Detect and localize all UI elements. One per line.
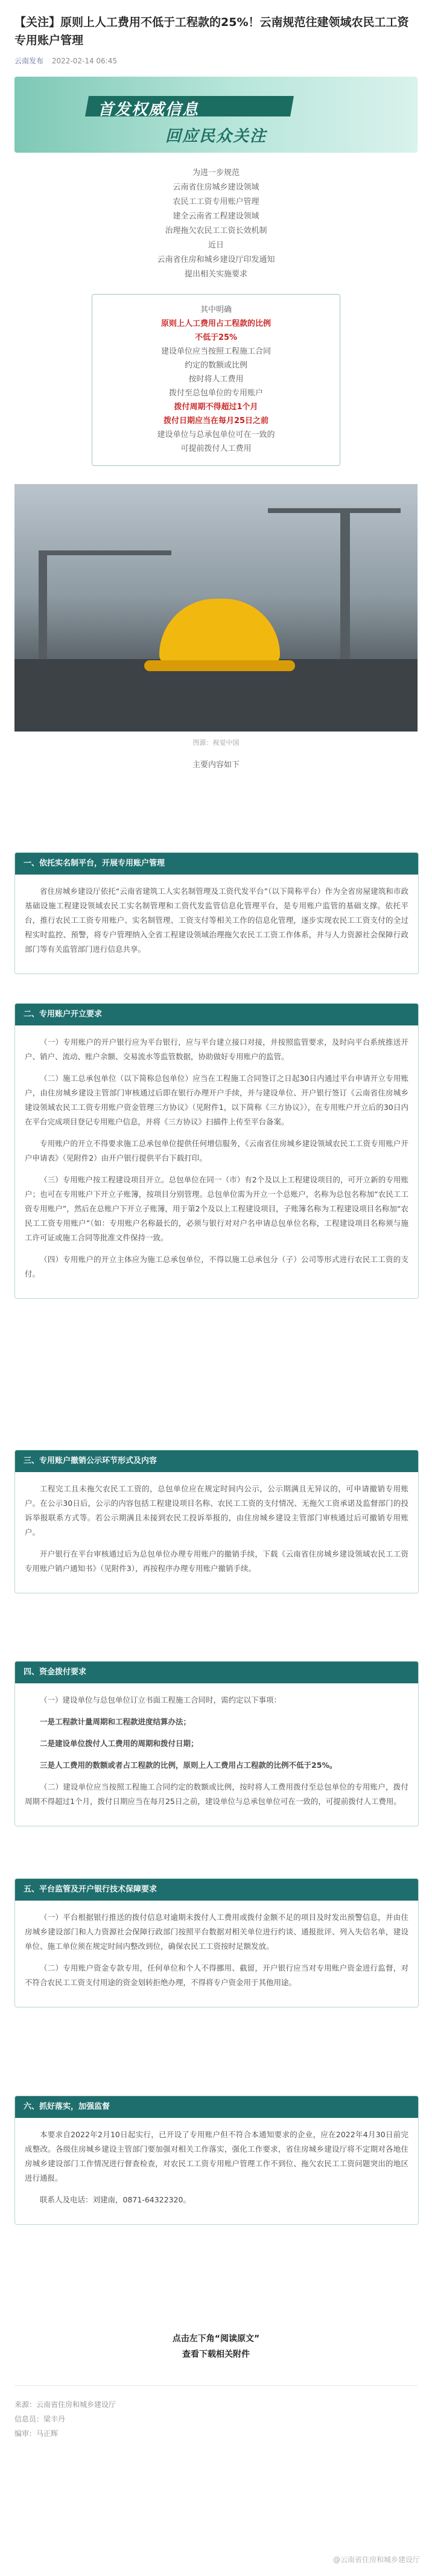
section-heading — [15, 1662, 418, 1683]
section-heading-text: 二、专用账户开立要求 — [24, 1010, 103, 1019]
download-attachments-prompt: 查看下载相关附件 — [182, 2350, 250, 2359]
section-paragraph: 专用账户的开立不得要求施工总承包单位提供任何增信服务，《云南省住房城乡建设领域农民工工资专用账户开户申请表》（见附件2）由开户银行提供平台下载打印。 — [25, 1139, 408, 1162]
footer-divider — [14, 2385, 418, 2386]
section-heading-text: 四、资金拨付要求 — [24, 1668, 87, 1677]
intro-line: 云南省住房城乡建设领域 — [173, 183, 259, 192]
section-paragraph: （一）建设单位与总包单位订立书面工程施工合同时，需约定以下事项： — [40, 1695, 282, 1704]
highlight-line: 可提前拨付人工费用 — [180, 444, 252, 453]
photo-caption: 图源：视觉中国 — [192, 739, 240, 747]
section-paragraph: （一）专用账户的开户银行应为平台银行，应与平台建立接口对接，并按照监管要求，及时向平台系统推送开户、销户、流动、账户余额、交易流水等监管数据，协助做好专用账户的监管。 — [25, 1038, 408, 1061]
highlight-line: 拨付日期应当在每月25日之前 — [163, 416, 269, 426]
highlight-box — [92, 294, 340, 466]
read-original-prompt[interactable]: 点击左下角“阅读原文” — [172, 2334, 260, 2344]
highlight-line: 建设单位与总承包单位可在一致的 — [157, 430, 275, 439]
credit-check: 编审：马正辉 — [14, 2429, 59, 2438]
highlight-line: 原则上人工费用占工程款的比例 — [160, 319, 271, 328]
intro-line: 近日 — [208, 241, 224, 250]
section-heading-text: 六、抓好落实，加强监督 — [24, 2102, 110, 2111]
section-paragraph: （四）专用账户的开立主体应为施工总承包单位，不得以施工总承包分（子）公司等形式进行农民工工资的支付。 — [25, 1255, 408, 1278]
section-body — [15, 1901, 418, 2007]
section-paragraph: 三是人工费用的数额或者占工程款的比例，原则上人工费用占工程款的比例不低于25%。 — [40, 1761, 337, 1770]
banner-line-1: 首发权威信息 — [98, 101, 200, 119]
credit-editor: 信息员：梁丰丹 — [14, 2415, 66, 2423]
section-paragraph: 二是建设单位拨付人工费用的周期和拨付日期； — [40, 1739, 199, 1748]
crane-arm — [39, 550, 171, 555]
crane-arm — [268, 508, 401, 513]
highlight-line: 约定的数额或比例 — [184, 361, 247, 370]
highlight-line: 按时将人工费用 — [188, 375, 244, 384]
section-heading — [15, 1004, 418, 1025]
section-paragraph: 开户银行在平台审核通过后为总包单位办理专用账户的撤销手续，下载《云南省住房城乡建设领域农民工工资专用账户销户通知书》（见附件3），再按程序办理专用账户撤销手续。 — [25, 1549, 408, 1573]
helmet-shape — [159, 599, 280, 665]
highlight-line: 拨付至总包单位的专用账户 — [168, 389, 263, 398]
intro-lines — [0, 166, 432, 282]
highlight-line: 拨付周期不得超过1个月 — [174, 403, 258, 412]
intro-line: 治理拖欠农民工工资长效机制 — [165, 226, 267, 235]
section-heading — [15, 1879, 418, 1901]
section-heading-text: 三、专用账户撤销公示环节形式及内容 — [24, 1456, 157, 1465]
highlight-line: 不低于25% — [194, 333, 238, 342]
intro-line: 建全云南省工程建设领域 — [173, 212, 259, 221]
footer-credits — [14, 2397, 116, 2441]
section-body — [15, 875, 418, 974]
header-banner-image — [14, 77, 418, 153]
article-meta — [14, 56, 418, 66]
section-card-2 — [14, 1003, 419, 1299]
section-body — [15, 1683, 418, 1826]
section-paragraph: （二）施工总承包单位（以下简称总包单位）应当在工程施工合同签订之日起30日内通过平台申请开立专用账户，由住房城乡建设主管部门审核通过后即在银行办理开户手续，并与建设单位、开户银行签订《云南省住房城乡建设领域农民工工资专用账户资金管理三方协议》（见附件1，以下简称《三方协议》），在专用账户开立后的30日内在平台完成项目登记专用账户信息，并将《三方协议》扫描件上传至平台备案。 — [25, 1074, 408, 1126]
section-paragraph: （一）平台根据银行推送的拨付信息对逾期未拨付人工费用或拨付金额不足的项目及时发出预警信息，并由住房城乡建设部门和人力资源社会保障行政部门按照平台数据对相关单位进行约谈、通报批评、列入失信名单，建设单位、施工单位须在规定时间内整改到位，确保农民工工资按时足额发放。 — [25, 1913, 408, 1951]
crane-tower — [39, 550, 47, 671]
article-title: 【关注】原则上人工费用不低于工程款的25%！云南规范往建领域农民工工资专用账户管理 — [14, 16, 409, 47]
section-heading-text: 一、依托实名制平台，开展专用账户管理 — [24, 859, 165, 868]
section-paragraph: （二）建设单位应当按照工程施工合同约定的数额或比例，按时将人工费用拨付至总包单位的专用账户，拨付周期不得超过1个月，拨付日期应当在每月25日之前，建设单位与总承包单位可在一致的，可提前拨付人工费用。 — [25, 1782, 408, 1806]
section-paragraph: 工程完工且未拖欠农民工工资的，总包单位应在规定时间内公示，公示期满且无异议的，可申请撤销专用账户。在公示30日后，公示的内容包括工程建设项目名称、农民工工资的支付情况、无拖欠工资承诺及监督部门的投诉举报联系方式等。若公示期满且未接到农民工投诉举报的，由住房城乡建设主管部门审核通过后可撤销专用账户。 — [25, 1484, 408, 1537]
helmet-photo — [14, 484, 418, 732]
intro-line: 农民工工资专用账户管理 — [173, 197, 259, 206]
section-paragraph: 本要求自2022年2月10日起实行，已开设了专用账户但不符合本通知要求的企业，应在2022年4月30日前完成整改。各级住房城乡建设主管部门要加强对相关工作落实，强化工作要求，省住房城乡建设厅将不定期对各地住房城乡建设部门工作情况进行督查检查，对农民工工资专用账户管理工作不到位、拖欠农民工工资问题突出的地区进行通报。 — [25, 2130, 408, 2182]
section-heading-text: 五、平台监管及开户银行技术保障要求 — [24, 1885, 157, 1894]
section-card-4 — [14, 1661, 419, 1826]
section-heading — [15, 853, 418, 875]
banner-line-2: 回应民众关注 — [165, 127, 267, 145]
section-paragraph: 一是工程款计量周期和工程款进度结算办法； — [40, 1717, 191, 1726]
section-body — [15, 1025, 418, 1298]
section-paragraph: （二）专用账户资金专款专用，任何单位和个人不得挪用、截留，开户银行应当对专用账户资金进行监督，对不符合农民工工资支付用途的资金划转拒绝办理，不得将专户资金用于其他用途。 — [25, 1963, 408, 1987]
section-card-6 — [14, 2096, 419, 2225]
contents-label: 主要内容如下 — [192, 760, 240, 770]
intro-line: 为进一步规范 — [192, 168, 240, 177]
section-paragraph: （三）专用账户按工程建设项目开立。总包单位在同一（市）有2个及以上工程建设项目的，可开立新的专用账户；也可在专用账户下开立子账簿，按项目分别管理。总包单位需为开立一个总账户，名称为总包名称加“农民工工资专用账户”，然后在总账户下开立子账簿，用于第2个及以上工程建设项目，子账簿名称为工程建设项目名称加“农民工工资专用账户”（如：专用账户名称最长的，必须与银行对对户名申请总包单位名称，工程建设项目名称须与施工许可证或施工合同等批准文件保持一致。 — [25, 1175, 408, 1242]
intro-line: 提出相关实施要求 — [184, 270, 247, 279]
section-heading — [15, 2096, 418, 2118]
section-card-1 — [14, 852, 419, 974]
section-paragraph: 省住房城乡建设厅依托“云南省建筑工人实名制管理及工资代发平台”（以下简称平台）作为全省房屋建筑和市政基础设施工程建设领域农民工实名制管理和工资代发监管信息化管理平台，是专用账户监管的基础支撑。依托平台，推行农民工工资专用账户、实名制管理、工资支付等相关工作的信息化管理，逐步实现农民工工资支付的全过程实时监控、预警，将专户管理纳入全省工程建设领域治理拖欠农民工工资工作体系，并与人力资源社会保障行政部门等有关监管部门进行信息共享。 — [25, 887, 408, 954]
section-card-5 — [14, 1878, 419, 2007]
article-date: 2022-02-14 06:45 — [51, 57, 117, 65]
section-card-3 — [14, 1450, 419, 1593]
crane-tower — [340, 508, 350, 677]
highlight-line: 其中明确 — [200, 305, 232, 314]
article-source-link[interactable]: 云南发布 — [14, 57, 44, 65]
footer-callout — [0, 2331, 432, 2362]
highlight-line: 建设单位应当按照工程施工合同 — [160, 347, 271, 356]
article-page — [0, 13, 432, 2576]
section-body — [15, 1472, 418, 1593]
section-heading — [15, 1450, 418, 1472]
helmet-brim — [144, 660, 295, 671]
credit-source: 来源：云南省住房和城乡建设厅 — [14, 2400, 116, 2409]
section-paragraph: 联系人及电话：刘建南，0871-64322320。 — [40, 2195, 191, 2204]
watermark: @云南省住房和城乡建设厅 — [332, 2555, 420, 2564]
section-body — [15, 2118, 418, 2224]
intro-line: 云南省住房和城乡建设厅印发通知 — [157, 255, 275, 264]
